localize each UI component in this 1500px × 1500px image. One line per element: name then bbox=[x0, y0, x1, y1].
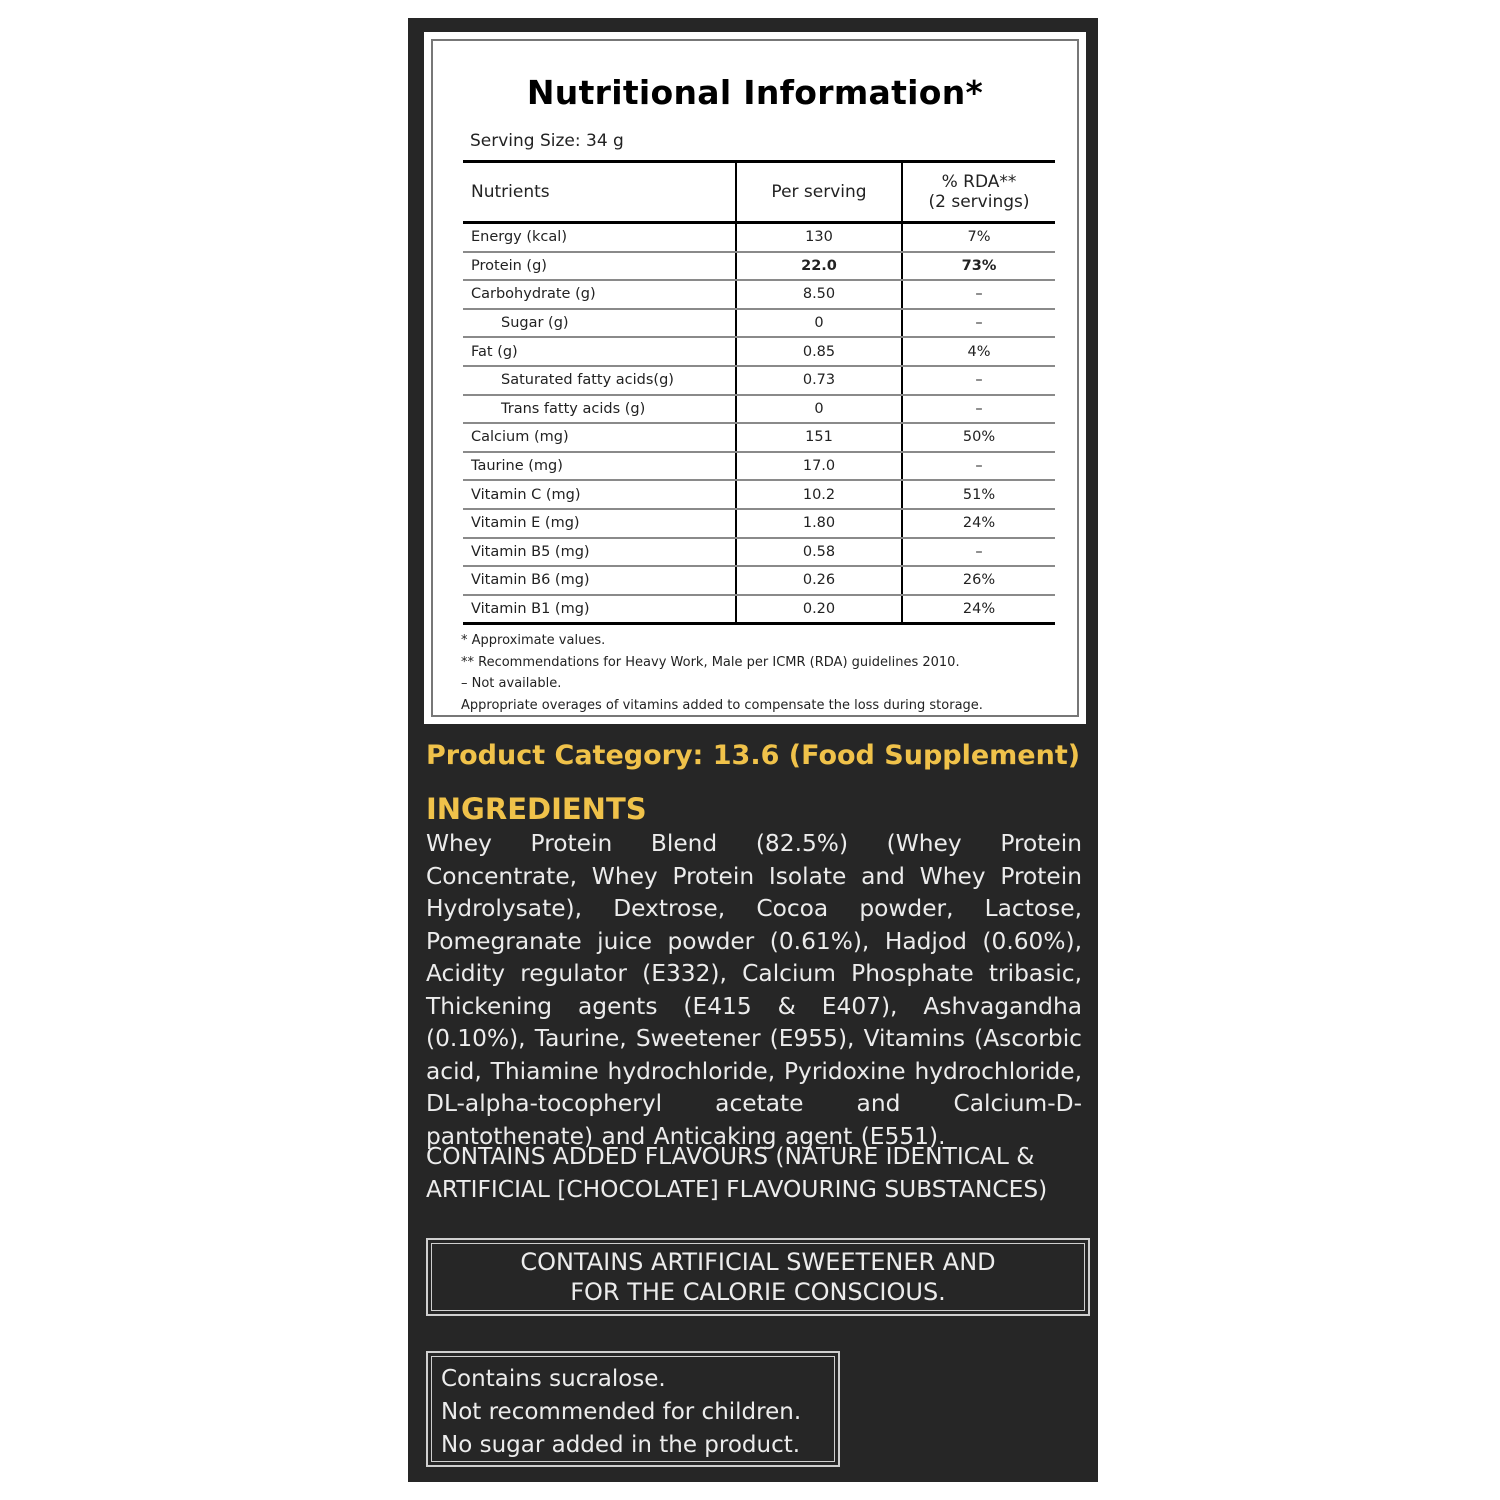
nutrient-rda: 24% bbox=[902, 595, 1055, 624]
table-row bbox=[463, 538, 1055, 567]
warning-children: Not recommended for children. bbox=[441, 1399, 802, 1425]
sweetener-notice-box bbox=[426, 1238, 1090, 1316]
nutrient-value: 151 bbox=[736, 423, 902, 452]
nutrient-rda: 50% bbox=[902, 423, 1055, 452]
nutrient-name: Sugar (g) bbox=[463, 309, 736, 338]
nutrient-value: 0 bbox=[736, 395, 902, 424]
flavours-line1: CONTAINS ADDED FLAVOURS (NATURE IDENTICAL & bbox=[426, 1143, 1035, 1170]
table-row bbox=[463, 423, 1055, 452]
nutrient-name: Vitamin B5 (mg) bbox=[463, 538, 736, 567]
table-row bbox=[463, 223, 1055, 252]
nutrient-value: 0.73 bbox=[736, 366, 902, 395]
nutrient-name: Vitamin B1 (mg) bbox=[463, 595, 736, 624]
nutrient-value: 17.0 bbox=[736, 452, 902, 481]
nutrition-title: Nutritional Information* bbox=[526, 73, 984, 112]
nutrient-rda: 26% bbox=[902, 566, 1055, 595]
nutrient-name: Vitamin C (mg) bbox=[463, 480, 736, 509]
table-row bbox=[463, 395, 1055, 424]
header-rda-line1: % RDA** bbox=[941, 172, 1017, 192]
sweetener-line1: CONTAINS ARTIFICIAL SWEETENER AND bbox=[520, 1248, 996, 1276]
nutrient-rda: 51% bbox=[902, 480, 1055, 509]
nutrient-value: 10.2 bbox=[736, 480, 902, 509]
header-per-serving: Per serving bbox=[736, 162, 902, 223]
nutrient-name: Fat (g) bbox=[463, 337, 736, 366]
nutrient-value: 0 bbox=[736, 309, 902, 338]
nutrition-footnotes bbox=[461, 630, 983, 716]
nutrient-value: 1.80 bbox=[736, 509, 902, 538]
product-label-panel bbox=[408, 18, 1098, 1482]
nutrient-value: 0.58 bbox=[736, 538, 902, 567]
nutrient-value: 22.0 bbox=[736, 252, 902, 281]
nutrient-name: Saturated fatty acids(g) bbox=[463, 366, 736, 395]
table-row bbox=[463, 452, 1055, 481]
table-row bbox=[463, 309, 1055, 338]
warnings-box bbox=[426, 1351, 840, 1467]
footnote-approximate: * Approximate values. bbox=[461, 633, 606, 648]
flavours-statement bbox=[426, 1141, 1086, 1206]
header-rda bbox=[902, 162, 1055, 223]
warning-no-sugar: No sugar added in the product. bbox=[441, 1432, 801, 1458]
nutrient-rda: – bbox=[902, 309, 1055, 338]
table-row bbox=[463, 595, 1055, 624]
nutrient-name: Vitamin E (mg) bbox=[463, 509, 736, 538]
nutrient-rda: – bbox=[902, 452, 1055, 481]
nutrient-value: 130 bbox=[736, 223, 902, 252]
nutrient-rda: – bbox=[902, 538, 1055, 567]
nutrient-rda: – bbox=[902, 395, 1055, 424]
table-row bbox=[463, 252, 1055, 281]
nutrition-table-header bbox=[463, 162, 1055, 223]
nutrient-rda: 4% bbox=[902, 337, 1055, 366]
product-category: Product Category: 13.6 (Food Supplement) bbox=[426, 740, 1081, 771]
nutrient-name: Vitamin B6 (mg) bbox=[463, 566, 736, 595]
nutrient-name: Protein (g) bbox=[463, 252, 736, 281]
table-row bbox=[463, 566, 1055, 595]
nutrient-rda: 73% bbox=[902, 252, 1055, 281]
footnote-not-available: – Not available. bbox=[461, 676, 562, 691]
nutrient-rda: – bbox=[902, 280, 1055, 309]
table-row bbox=[463, 480, 1055, 509]
nutrient-value: 0.85 bbox=[736, 337, 902, 366]
nutrient-name: Carbohydrate (g) bbox=[463, 280, 736, 309]
nutrient-name: Calcium (mg) bbox=[463, 423, 736, 452]
table-row bbox=[463, 337, 1055, 366]
nutrient-rda: 7% bbox=[902, 223, 1055, 252]
table-row bbox=[463, 366, 1055, 395]
nutrient-name: Taurine (mg) bbox=[463, 452, 736, 481]
nutrient-rda: 24% bbox=[902, 509, 1055, 538]
table-row bbox=[463, 280, 1055, 309]
nutrient-value: 0.26 bbox=[736, 566, 902, 595]
nutrient-rda: – bbox=[902, 366, 1055, 395]
ingredients-text: Whey Protein Blend (82.5%) (Whey Protein Concentrate, Whey Protein Isolate and Whey Protein Hydrolysate), Dextrose, Cocoa powder, Lactose, Pomegranate juice powder (0.61%), Hadjod (0.60%), Acidity regulator (E332), Calcium Phosphate tribasic, Thickening agents (E415 & E407), Ashvagandha (0.10%), Taurine, Sweetener (E955), Vitamins (Ascorbic acid, Thiamine hydrochloride, Pyridoxine hydrochloride, DL-alpha-tocopheryl acetate and Calcium-D-pantothenate) and Anticaking agent (E551). bbox=[426, 830, 1082, 1150]
sweetener-line2: FOR THE CALORIE CONSCIOUS. bbox=[570, 1278, 946, 1306]
table-row bbox=[463, 509, 1055, 538]
nutrient-name: Energy (kcal) bbox=[463, 223, 736, 252]
nutrient-value: 0.20 bbox=[736, 595, 902, 624]
nutrition-facts-card bbox=[424, 32, 1086, 724]
header-rda-line2: (2 servings) bbox=[928, 192, 1030, 212]
nutrient-name: Trans fatty acids (g) bbox=[463, 395, 736, 424]
nutrient-value: 8.50 bbox=[736, 280, 902, 309]
serving-size: Serving Size: 34 g bbox=[470, 131, 624, 151]
flavours-line2: ARTIFICIAL [CHOCOLATE] FLAVOURING SUBSTANCES) bbox=[426, 1175, 1048, 1203]
header-nutrients: Nutrients bbox=[463, 162, 736, 223]
footnote-recommendations: ** Recommendations for Heavy Work, Male per ICMR (RDA) guidelines 2010. bbox=[461, 654, 960, 670]
nutrition-table bbox=[463, 160, 1055, 625]
warning-sucralose: Contains sucralose. bbox=[441, 1366, 666, 1392]
ingredients-heading: INGREDIENTS bbox=[426, 792, 647, 826]
footnote-overages: Appropriate overages of vitamins added to compensate the loss during storage. bbox=[461, 697, 983, 713]
